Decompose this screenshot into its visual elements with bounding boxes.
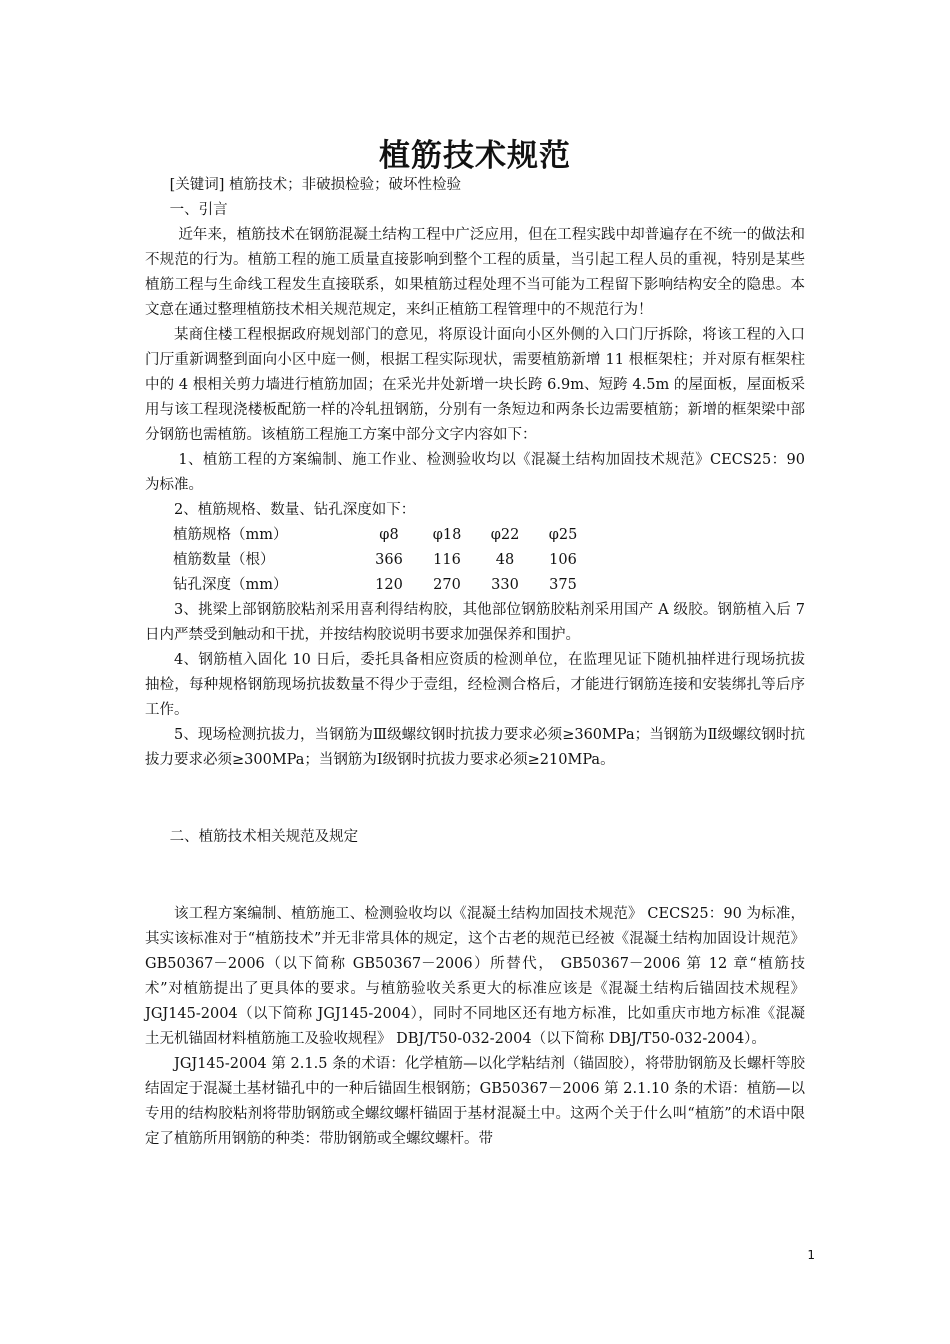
spec-cell: φ22 [490, 527, 520, 543]
document-body [145, 173, 805, 1152]
list-item-5: 5、现场检测抗拔力，当钢筋为Ⅲ级螺纹钢时抗拔力要求必须≥360MPa；当钢筋为Ⅱ级螺纹钢时抗拔力要求必须≥300MPa；当钢筋为Ⅰ级钢时抗拔力要求必须≥210MPa。 [145, 727, 805, 768]
project-paragraph: 某商住楼工程根据政府规划部门的意见，将原设计面向小区外侧的入口门厅拆除，将该工程的入口门厅重新调整到面向小区中庭一侧，根据工程实际现状，需要植筋新增 11 根框架柱；并对原有框架柱中的 4 根相关剪力墙进行植筋加固；在采光井处新增一块长跨 6.9m、短跨 4.5m 的屋面板，屋面板采用与该工程现浇楼板配筋一样的冷轧扭钢筋，分别有一条短边和两条长边需要植筋；新增的框架梁中部分钢筋也需植筋。该植筋工程施工方案中部分文字内容如下： [145, 327, 805, 443]
spec-label: 钻孔深度（mm） [173, 577, 288, 593]
spec-cell: 366 [375, 552, 403, 568]
list-item-1: 1、植筋工程的方案编制、施工作业、检测验收均以《混凝土结构加固技术规范》CECS25：90 为标准。 [145, 452, 805, 493]
list-item-3: 3、挑梁上部钢筋胶粘剂采用喜利得结构胶，其他部位钢筋胶粘剂采用国产 A 级胶。钢筋植入后 7 日内严禁受到触动和干扰，并按结构胶说明书要求加强保养和围护。 [145, 602, 805, 643]
spec-cell: φ8 [379, 527, 399, 543]
list-item-4: 4、钢筋植入固化 10 日后，委托具备相应资质的检测单位，在监理见证下随机抽样进行现场抗拔抽检，每种规格钢筋现场抗拔数量不得少于壹组，经检测合格后，才能进行钢筋连接和安装绑扎等后序工作。 [145, 652, 805, 718]
keywords-line: [关键词] 植筋技术；非破损检验；破坏性检验 [169, 177, 462, 193]
spec-cell: 48 [495, 552, 515, 568]
spec-cell: φ25 [548, 527, 578, 543]
spec-cell: 375 [549, 577, 577, 593]
page-number: 1 [807, 1248, 815, 1262]
intro-paragraph: 近年来，植筋技术在钢筋混凝土结构工程中广泛应用，但在工程实践中却普遍存在不统一的做法和不规范的行为。植筋工程的施工质量直接影响到整个工程的质量，当引起工程人员的重视，特别是某些植筋工程与生命线工程发生直接联系，如果植筋过程处理不当可能为工程留下影响结构安全的隐患。本文意在通过整理植筋技术相关规范规定，来纠正植筋工程管理中的不规范行为！ [145, 227, 805, 318]
spec-cell: 120 [375, 577, 403, 593]
spec-row-depth [145, 573, 805, 598]
spec-table [145, 523, 805, 598]
spec-label: 植筋数量（根） [173, 552, 275, 568]
spec-cell: φ18 [432, 527, 462, 543]
spec-label: 植筋规格（mm） [173, 527, 288, 543]
list-item-2: 2、植筋规格、数量、钻孔深度如下： [174, 502, 416, 518]
spec-cell: 270 [433, 577, 461, 593]
document-title: 植筋技术规范 [379, 138, 571, 174]
spec-cell: 106 [549, 552, 577, 568]
section-heading-intro: 一、引言 [169, 202, 228, 218]
spec-row-diameter [145, 523, 805, 548]
section-heading-standards: 二、植筋技术相关规范及规定 [169, 829, 359, 845]
spec-row-quantity [145, 548, 805, 573]
standards-paragraph: 该工程方案编制、植筋施工、检测验收均以《混凝土结构加固技术规范》 CECS25：90 为标准，其实该标准对于“植筋技术”并无非常具体的规定，这个古老的规范已经被《混凝土结构加固设计规范》GB50367－2006（以下简称 GB50367－2006）所替代， GB50367－2006 第 12 章“植筋技术”对植筋提出了更具体的要求。与植筋验收关系更大的标准应该是《混凝土结构后锚固技术规程》JGJ145-2004（以下简称 JGJ145-2004），同时不同地区还有地方标准，比如重庆市地方标准《混凝土无机锚固材料植筋施工及验收规程》 DBJ/T50-032-2004（以下简称 DBJ/T50-032-2004）。 [145, 906, 805, 1047]
spec-cell: 116 [433, 552, 461, 568]
terms-paragraph: JGJ145-2004 第 2.1.5 条的术语：化学植筋—以化学粘结剂（锚固胶），将带肋钢筋及长螺杆等胶结固定于混凝土基材锚孔中的一种后锚固生根钢筋；GB50367－2006 第 2.1.10 条的术语：植筋—以专用的结构胶粘剂将带肋钢筋或全螺纹螺杆锚固于基材混凝土中。这两个关于什么叫“植筋”的术语中限定了植筋所用钢筋的种类：带肋钢筋或全螺纹螺杆。带 [145, 1056, 805, 1147]
spec-cell: 330 [491, 577, 519, 593]
